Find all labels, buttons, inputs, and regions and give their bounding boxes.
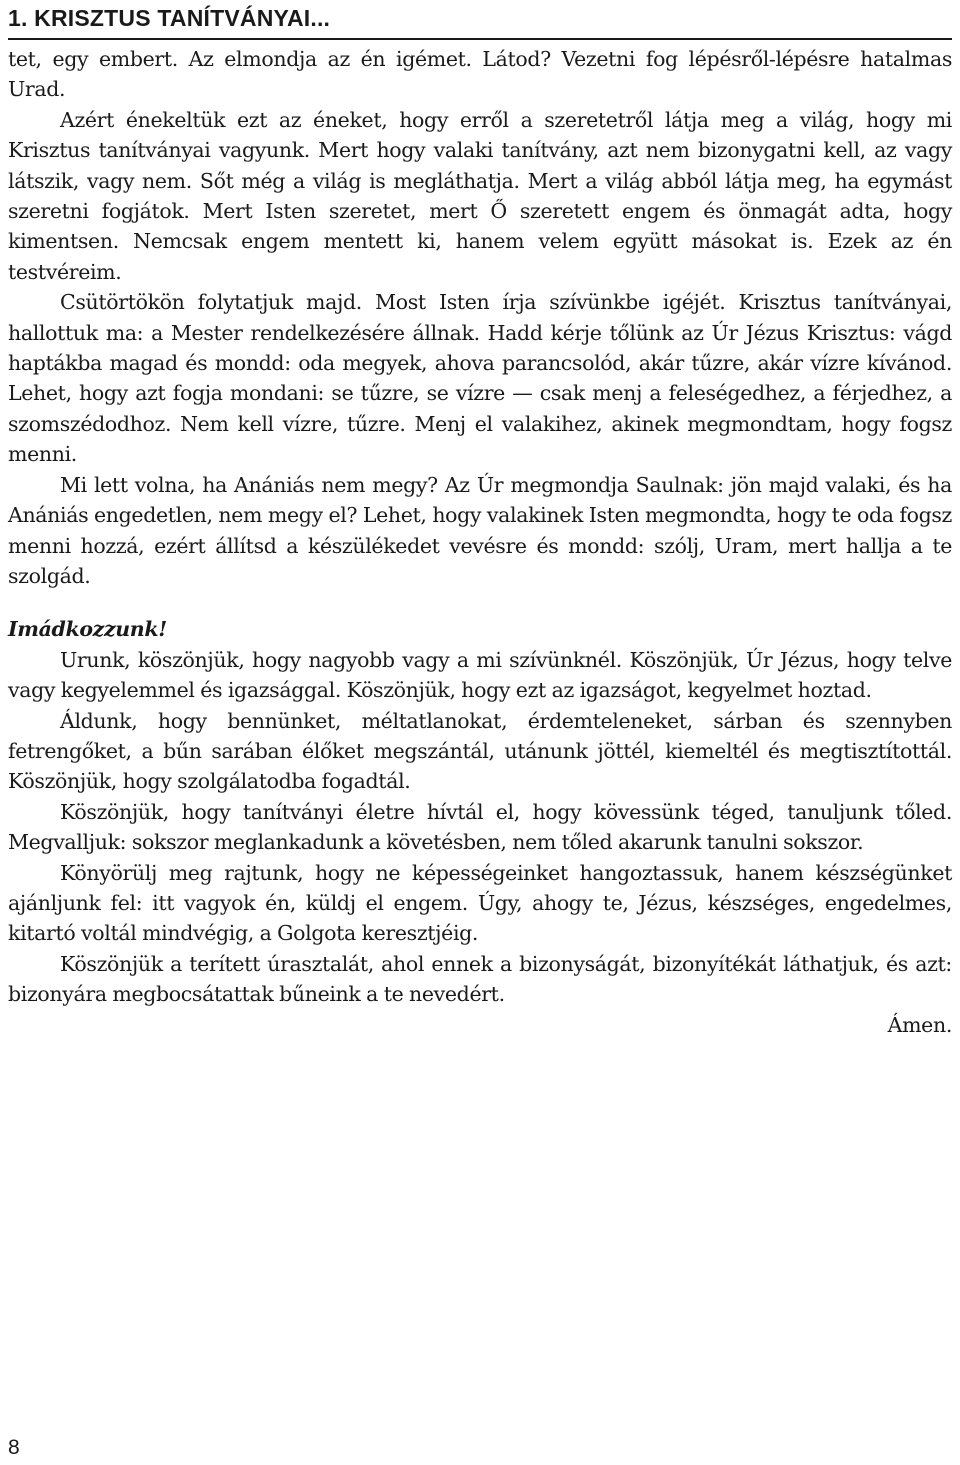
- prayer-paragraph: Köszönjük a terített úrasztalát, ahol ennek a bizonyságát, bizonyítékát láthatjuk, és azt: bizonyára megbocsátattak bűneink a te nevedért.: [8, 951, 952, 1007]
- paragraph: Mi lett volna, ha Anániás nem megy? Az Úr megmondja Saulnak: jön majd valaki, és ha Anániás engedetlen, nem megy el? Lehet, hogy valakinek Isten megmondta, hogy te oda fogsz menni hozzá, ezért állítsd a készülékedet vevésre és mondd: szólj, Uram, mert hallja a te szolgád.: [8, 472, 952, 588]
- prayer-paragraph: Áldunk, hogy bennünket, méltatlanokat, érdemteleneket, sárban és szennyben fetrengőket, a bűn sarában élőket megszántál, utánunk jöttél, kiemeltél és megtisztítottál. Köszönjük, hogy szolgálatodba fogadtál.: [8, 708, 952, 794]
- prayer-paragraph: Könyörülj meg rajtunk, hogy ne képességeinket hangoztassuk, hanem készségünket ajánljunk fel: itt vagyok én, küldj el engem. Úgy, ahogy te, Jézus, készséges, engedelmes, kitartó voltál mindvégig, a Golgota keresztjéig.: [8, 860, 952, 946]
- prayer-paragraph: Urunk, köszönjük, hogy nagyobb vagy a mi szívünknél. Köszönjük, Úr Jézus, hogy telve vagy kegyelemmel és igazsággal. Köszönjük, hogy ezt az igazságot, kegyelmet hoztad.: [8, 647, 952, 703]
- paragraph: Azért énekeltük ezt az éneket, hogy erről a szeretetről látja meg a világ, hogy mi Krisztus tanítványai vagyunk. Mert hogy valaki tanítvány, azt nem bizonygatni kell, az vagy látszik, vagy nem. Sőt még a világ is megláthatja. Mert a világ abból látja meg, ha egymást szeretni fogjátok. Mert Isten szeretet, mert Ő szeretett engem és önmagát adta, hogy kimentsen. Nemcsak engem mentett ki, hanem velem együtt másokat is. Ezek az én testvéreim.: [8, 107, 952, 284]
- chapter-header: [8, 4, 952, 40]
- amen-closing: Ámen.: [887, 1012, 952, 1037]
- prayer-heading: Imádkozzunk!: [8, 617, 167, 642]
- paragraph: Csütörtökön folytatjuk majd. Most Isten írja szívünkbe igéjét. Krisztus tanítványai, hallottuk ma: a Mester rendelkezésére állnak. Hadd kérje tőlünk az Úr Jézus Krisztus: vágd haptákba magad és mondd: oda megyek, ahova parancsolód, akár tűzre, akár vízre kívánod. Lehet, hogy azt fogja mondani: se tűzre, se vízre — csak menj a feleségedhez, a férjedhez, a szomszédodhoz. Nem kell vízre, tűzre. Menj el valakihez, akinek megmondtam, hogy fogsz menni.: [8, 290, 952, 467]
- paragraph-continuation: tet, egy embert. Az elmondja az én igémet. Látod? Vezetni fog lépésről-lépésre hatalmas Urad.: [8, 47, 952, 102]
- chapter-title: 1. KRISZTUS TANÍTVÁNYAI...: [8, 5, 331, 31]
- prayer-paragraph: Köszönjük, hogy tanítványi életre hívtál el, hogy kövessünk téged, tanuljunk tőled. Megvalljuk: sokszor meglankadunk a követésben, nem tőled akarunk tanulni sokszor.: [8, 799, 952, 855]
- page-number: 8: [8, 1436, 20, 1459]
- body-text: [8, 44, 952, 1040]
